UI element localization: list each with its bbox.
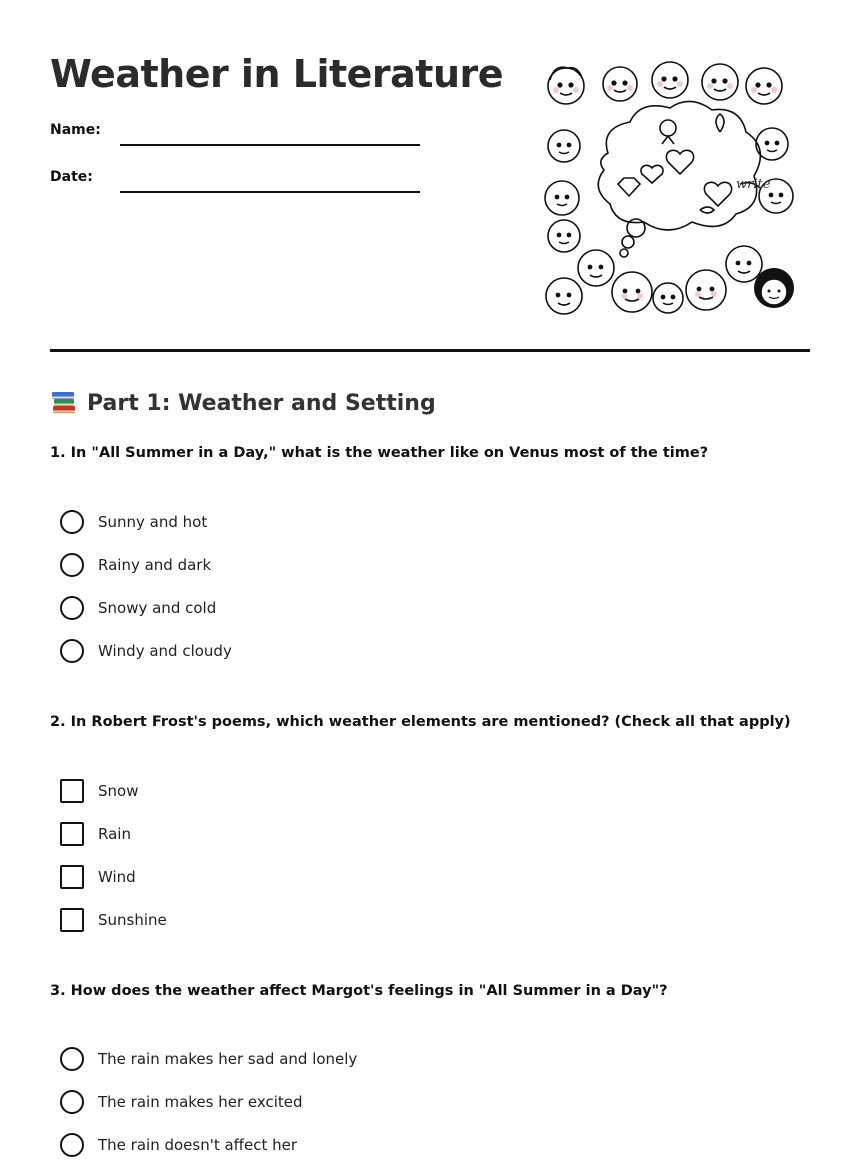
q1-option-1[interactable] [60,509,207,535]
books-icon [50,388,78,418]
option-label: Sunshine [98,911,167,929]
option-label: Snowy and cold [98,599,217,617]
q1-option-3[interactable] [60,595,216,621]
q3-option-2[interactable] [60,1089,303,1115]
radio-button[interactable] [60,596,84,620]
option-label: Wind [98,868,136,886]
worksheet-header [50,0,810,352]
option-label: The rain doesn't affect her [98,1136,298,1154]
q1-option-4[interactable] [60,638,232,664]
option-label: The rain makes her excited [98,1093,303,1111]
date-label: Date: [50,169,93,185]
radio-button[interactable] [60,1047,84,1071]
name-label: Name: [50,122,101,138]
worksheet-title: Weather in Literature [50,52,504,96]
checkbox[interactable] [60,779,84,803]
option-label: Sunny and hot [98,513,208,531]
q2-option-4[interactable] [60,907,167,933]
name-field[interactable] [50,118,430,148]
radio-button[interactable] [60,1090,84,1114]
radio-button[interactable] [60,639,84,663]
option-label: Rain [98,825,131,843]
radio-button[interactable] [60,553,84,577]
date-field[interactable] [50,165,430,195]
question-3-prompt: 3. How does the weather affect Margot's feelings in "All Summer in a Day"? [50,983,668,999]
radio-button[interactable] [60,510,84,534]
question-1-prompt: 1. In "All Summer in a Day," what is the weather like on Venus most of the time? [50,445,709,461]
section-heading [50,388,436,418]
thinking-children-illustration [540,58,805,322]
checkbox[interactable] [60,908,84,932]
option-label: Windy and cloudy [98,642,232,660]
checkbox[interactable] [60,822,84,846]
question-2-prompt: 2. In Robert Frost's poems, which weather elements are mentioned? (Check all that apply) [50,714,791,730]
option-label: Rainy and dark [98,556,212,574]
q2-option-2[interactable] [60,821,131,847]
q2-option-3[interactable] [60,864,136,890]
section-title: Part 1: Weather and Setting [87,390,436,416]
date-line[interactable] [120,191,420,193]
header-divider [50,349,810,352]
svg-text:write: write [736,177,771,192]
option-label: Snow [98,782,139,800]
name-line[interactable] [120,144,420,146]
option-label: The rain makes her sad and lonely [98,1050,358,1068]
checkbox[interactable] [60,865,84,889]
q3-option-3[interactable] [60,1132,297,1158]
radio-button[interactable] [60,1133,84,1157]
q1-option-2[interactable] [60,552,211,578]
q3-option-1[interactable] [60,1046,357,1072]
q2-option-1[interactable] [60,778,138,804]
